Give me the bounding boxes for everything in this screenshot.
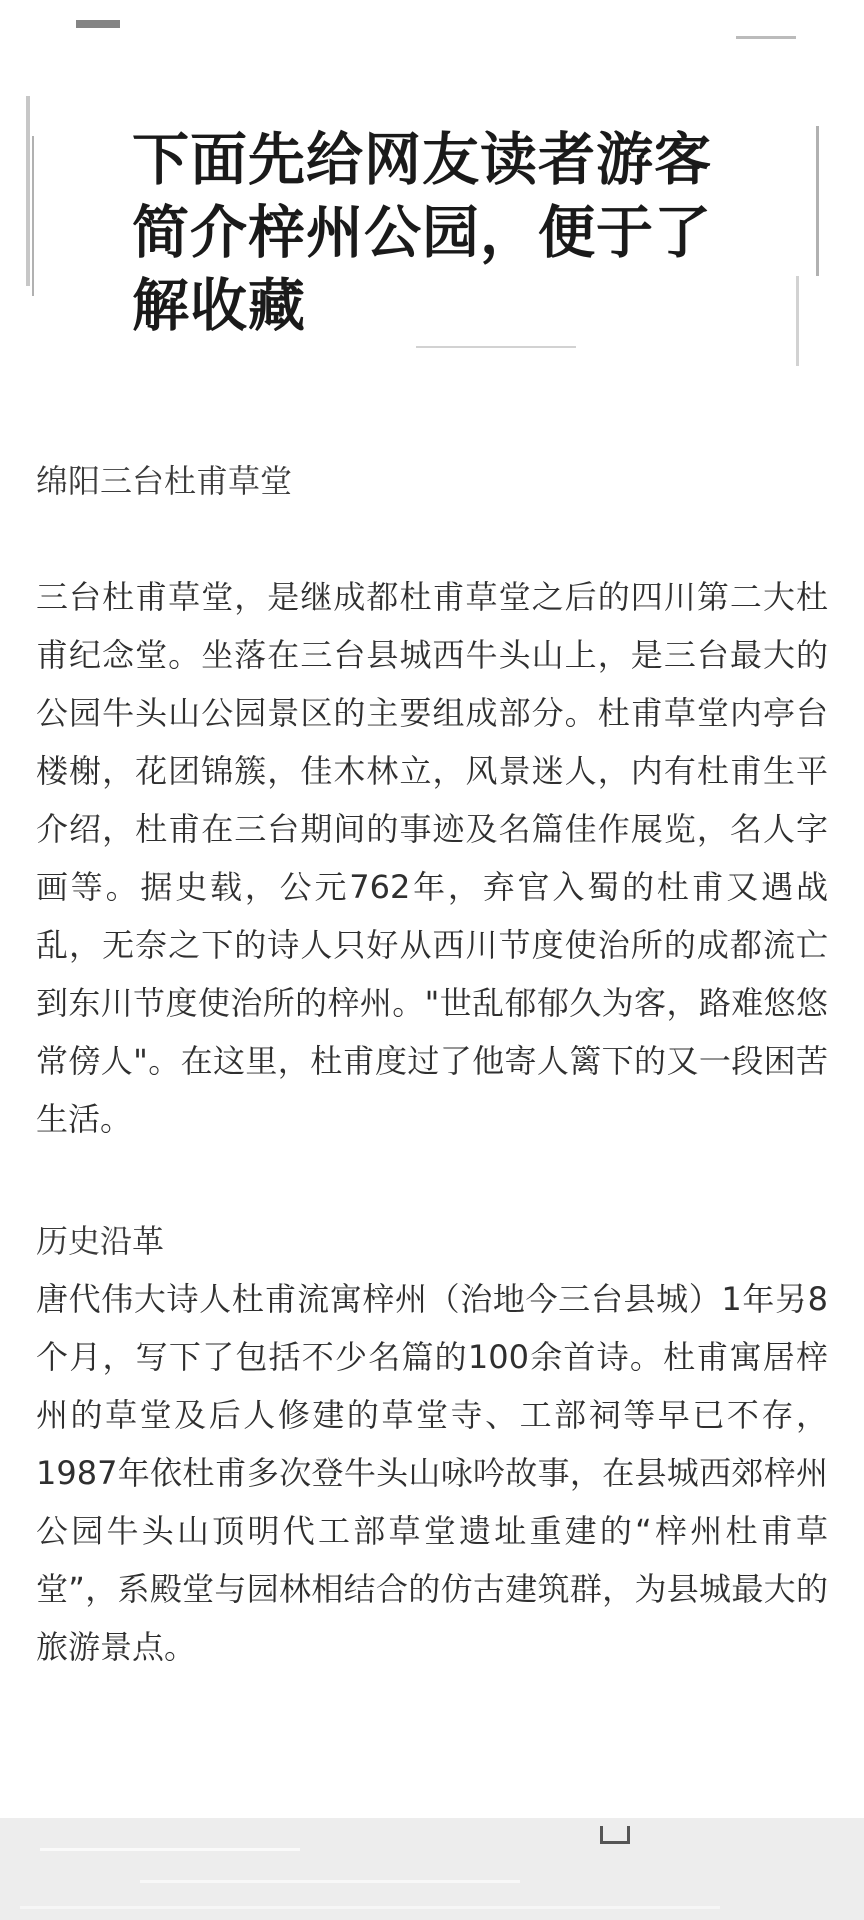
tray-icon[interactable] [600,1826,630,1844]
paragraph-caotang: 三台杜甫草堂，是继成都杜甫草堂之后的四川第二大杜甫纪念堂。坐落在三台县城西牛头山上，是三台最大的公园牛头山公园景区的主要组成部分。杜甫草堂内亭台楼榭，花团锦簇，佳木林立，风景迷人，内有杜甫生平介绍，杜甫在三台期间的事迹及名篇佳作展览，名人字画等。据史载，公元762年，弃官入蜀的杜甫又遇战乱，无奈之下的诗人只好从西川节度使治所的成都流亡到东川节度使治所的梓州。"世乱郁郁久为客，路难悠悠常傍人"。在这里，杜甫度过了他寄人篱下的又一段困苦生活。 [36,578,828,1138]
headline-image [36,96,828,376]
section-title-history: 历史沿革 [36,1222,165,1260]
section-title-caotang: 绵阳三台杜甫草堂 [36,462,293,500]
paragraph-history: 唐代伟大诗人杜甫流寓梓州（治地今三台县城）1年另8个月，写下了包括不少名篇的100余首诗。杜甫寓居梓州的草堂及后人修建的草堂寺、工部祠等早已不存，1987年依杜甫多次登牛头山咏吟故事，在县城西郊梓州公园牛头山顶明代工部草堂遗址重建的“梓州杜甫草堂”，系殿堂与园林相结合的仿古建筑群，为县城最大的旅游景点。 [36,1280,828,1666]
bottom-bar [0,1818,864,1920]
headline-text: 下面先给网友读者游客简介梓州公园，便于了解收藏 [132,127,712,339]
